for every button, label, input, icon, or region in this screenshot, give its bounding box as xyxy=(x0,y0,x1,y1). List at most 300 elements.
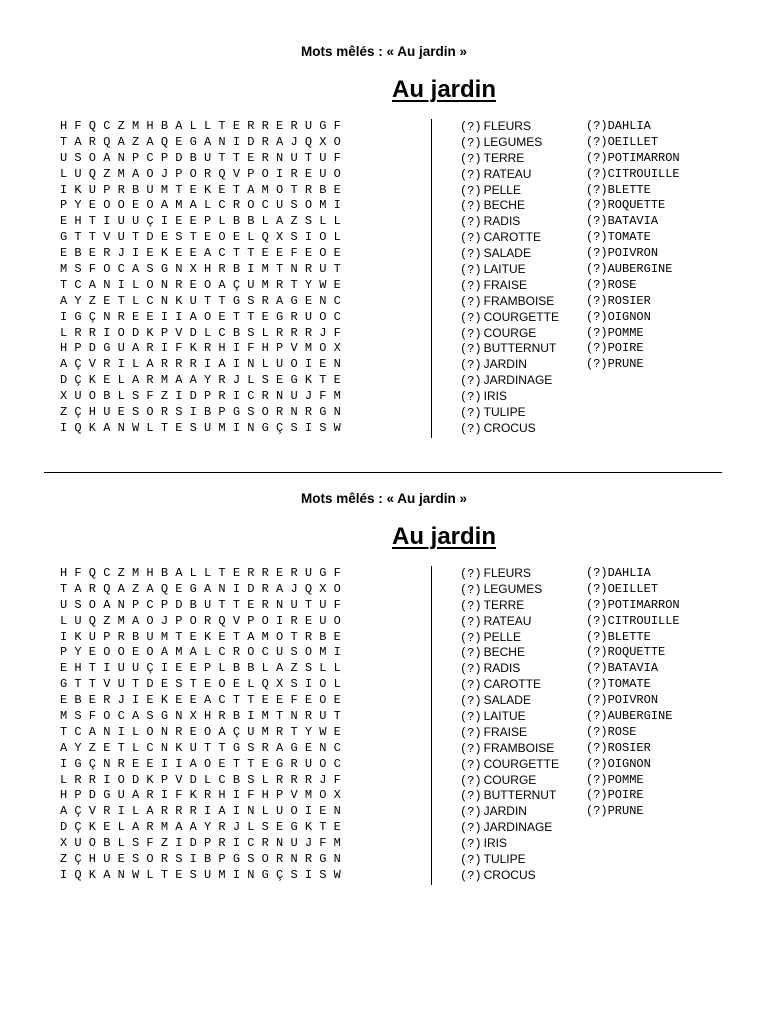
word-label: RADIS xyxy=(483,661,521,676)
word-item xyxy=(460,262,559,278)
grid-row xyxy=(60,389,412,405)
word-item xyxy=(460,421,559,437)
word-label: LEGUMES xyxy=(483,581,543,596)
word-label: ROSE xyxy=(607,277,637,292)
grid-row xyxy=(60,709,412,725)
word-label: COURGETTE xyxy=(483,756,559,771)
word-list-left xyxy=(460,119,559,437)
word-label: CAROTTE xyxy=(483,230,541,245)
word-checkbox-mark: (?) xyxy=(586,788,608,803)
word-item xyxy=(460,677,559,693)
word-item xyxy=(586,151,680,167)
puzzle-title: Au jardin xyxy=(392,76,497,103)
grid-divider xyxy=(431,119,432,438)
word-item xyxy=(586,566,680,582)
word-checkbox-mark: (?) xyxy=(460,757,482,772)
word-label: PRUNE xyxy=(607,804,644,819)
word-label: BECHE xyxy=(483,645,525,660)
word-label: RATEAU xyxy=(483,166,532,181)
word-checkbox-mark: (?) xyxy=(586,341,608,356)
word-item xyxy=(460,725,559,741)
word-checkbox-mark: (?) xyxy=(460,406,482,421)
word-list-right xyxy=(586,119,680,373)
word-checkbox-mark: (?) xyxy=(460,215,482,230)
word-checkbox-mark: (?) xyxy=(586,804,608,819)
word-label: LEGUMES xyxy=(483,134,543,149)
grid-row-letters: T A R Q A Z A Q E G A N I D R A J Q X O xyxy=(60,134,341,149)
word-checkbox-mark: (?) xyxy=(586,772,608,787)
word-label: FRAMBOISE xyxy=(483,740,555,755)
word-label: FRAMBOISE xyxy=(483,293,555,308)
grid-row xyxy=(60,566,412,582)
word-list-left xyxy=(460,566,559,884)
word-checkbox-mark: (?) xyxy=(460,725,482,740)
grid-row-letters: M S F O C A S G N X H R B I M T N R U T xyxy=(60,262,341,277)
grid-row-letters: Z Ç H U E S O R S I B P G S O R N R G N xyxy=(60,405,341,420)
grid-row-letters: I Q K A N W L T E S U M I N G Ç S I S W xyxy=(60,420,341,435)
grid-row xyxy=(60,645,412,661)
word-item xyxy=(586,725,680,741)
grid-row xyxy=(60,326,412,342)
word-checkbox-mark: (?) xyxy=(460,789,482,804)
word-label: DAHLIA xyxy=(607,119,651,133)
word-item xyxy=(460,645,559,661)
grid-row-letters: I Q K A N W L T E S U M I N G Ç S I S W xyxy=(60,867,341,882)
word-checkbox-mark: (?) xyxy=(460,231,482,246)
word-label: TULIPE xyxy=(483,405,526,420)
grid-row xyxy=(60,836,412,852)
word-label: SALADE xyxy=(483,246,531,261)
grid-row-letters: M S F O C A S G N X H R B I M T N R U T xyxy=(60,709,341,724)
grid-row xyxy=(60,582,412,598)
word-item xyxy=(460,214,559,230)
word-checkbox-mark: (?) xyxy=(460,582,482,597)
word-label: JARDINAGE xyxy=(483,373,553,388)
word-label: JARDINAGE xyxy=(483,820,553,835)
word-checkbox-mark: (?) xyxy=(586,230,608,245)
page-heading: Mots mêlés : « Au jardin » xyxy=(300,44,468,59)
word-item xyxy=(586,614,680,630)
grid-row xyxy=(60,788,412,804)
grid-row xyxy=(60,598,412,614)
grid-row xyxy=(60,230,412,246)
grid-row xyxy=(60,661,412,677)
word-checkbox-mark: (?) xyxy=(586,134,608,149)
word-item xyxy=(460,294,559,310)
grid-row xyxy=(60,294,412,310)
grid-row-letters: T C A N I L O N R E O A Ç U M R T Y W E xyxy=(60,724,341,739)
word-checkbox-mark: (?) xyxy=(460,120,482,134)
word-checkbox-mark: (?) xyxy=(586,246,608,261)
word-label: ROSIER xyxy=(607,740,651,755)
word-checkbox-mark: (?) xyxy=(586,166,608,181)
word-label: PELLE xyxy=(483,182,521,197)
grid-row-letters: U S O A N P C P D B U T T E R N U T U F xyxy=(60,597,341,612)
word-label: POIVRON xyxy=(607,246,659,261)
word-item xyxy=(460,836,559,852)
puzzle-title: Au jardin xyxy=(392,523,497,550)
word-item xyxy=(460,151,559,167)
word-list-right xyxy=(586,566,680,820)
grid-row-letters: H F Q C Z M H B A L L T E R R E R U G F xyxy=(60,119,341,133)
section-separator xyxy=(44,472,722,473)
word-label: BATAVIA xyxy=(607,661,659,676)
word-label: ROSE xyxy=(607,724,637,739)
grid-row xyxy=(60,421,412,437)
grid-row-letters: A Ç V R I L A R R R I A I N L U O I E N xyxy=(60,357,341,372)
word-label: COURGE xyxy=(483,325,537,340)
grid-row-letters: D Ç K E L A R M A A Y R J L S E G K T E xyxy=(60,820,341,835)
word-checkbox-mark: (?) xyxy=(586,677,608,692)
grid-row xyxy=(60,820,412,836)
word-label: JARDIN xyxy=(483,804,527,819)
grid-row xyxy=(60,677,412,693)
word-label: RATEAU xyxy=(483,613,532,628)
word-item xyxy=(586,183,680,199)
grid-row-letters: A Y Z E T L C N K U T T G S R A G E N C xyxy=(60,293,341,308)
word-item xyxy=(460,566,559,582)
word-checkbox-mark: (?) xyxy=(460,358,482,373)
word-item xyxy=(586,645,680,661)
grid-row-letters: G T T V U T D E S T E O E L Q X S I O L xyxy=(60,677,341,692)
word-checkbox-mark: (?) xyxy=(460,247,482,262)
word-item xyxy=(460,788,559,804)
word-checkbox-mark: (?) xyxy=(460,662,482,677)
word-item xyxy=(460,183,559,199)
grid-row-letters: E B E R J I E K E E A C T T E E F E O E xyxy=(60,246,341,261)
word-label: IRIS xyxy=(483,389,507,404)
word-checkbox-mark: (?) xyxy=(586,119,608,133)
word-checkbox-mark: (?) xyxy=(460,310,482,325)
word-checkbox-mark: (?) xyxy=(586,214,608,229)
word-checkbox-mark: (?) xyxy=(460,199,482,214)
grid-row-letters: H F Q C Z M H B A L L T E R R E R U G F xyxy=(60,566,341,580)
word-checkbox-mark: (?) xyxy=(460,326,482,341)
word-checkbox-mark: (?) xyxy=(460,390,482,405)
word-item xyxy=(586,310,680,326)
word-item xyxy=(460,246,559,262)
word-item xyxy=(586,214,680,230)
grid-row xyxy=(60,773,412,789)
word-item xyxy=(586,230,680,246)
word-checkbox-mark: (?) xyxy=(586,724,608,739)
word-checkbox-mark: (?) xyxy=(460,294,482,309)
word-item xyxy=(460,757,559,773)
grid-row xyxy=(60,693,412,709)
word-label: FLEURS xyxy=(483,566,531,580)
grid-row-letters: I K U P R B U M T E K E T A M O T R B E xyxy=(60,182,341,197)
word-item xyxy=(586,341,680,357)
word-item xyxy=(460,630,559,646)
grid-row-letters: I K U P R B U M T E K E T A M O T R B E xyxy=(60,629,341,644)
word-item xyxy=(586,278,680,294)
word-item xyxy=(460,389,559,405)
word-label: CROCUS xyxy=(483,867,536,882)
word-label: POTIMARRON xyxy=(607,150,680,165)
word-item xyxy=(586,167,680,183)
word-checkbox-mark: (?) xyxy=(460,630,482,645)
word-checkbox-mark: (?) xyxy=(460,342,482,357)
word-checkbox-mark: (?) xyxy=(586,645,608,660)
word-item xyxy=(460,582,559,598)
word-item xyxy=(586,357,680,373)
word-checkbox-mark: (?) xyxy=(586,581,608,596)
word-label: BECHE xyxy=(483,198,525,213)
word-item xyxy=(586,630,680,646)
grid-row-letters: P Y E O O E O A M A L C R O C U S O M I xyxy=(60,198,341,213)
word-label: AUBERGINE xyxy=(607,709,673,724)
word-label: OIGNON xyxy=(607,309,651,324)
word-label: TERRE xyxy=(483,597,525,612)
word-item xyxy=(586,119,680,135)
grid-row xyxy=(60,725,412,741)
word-checkbox-mark: (?) xyxy=(586,693,608,708)
word-checkbox-mark: (?) xyxy=(460,868,482,883)
grid-row xyxy=(60,852,412,868)
word-label: IRIS xyxy=(483,836,507,851)
grid-row xyxy=(60,405,412,421)
word-label: BUTTERNUT xyxy=(483,788,557,803)
word-item xyxy=(586,709,680,725)
word-item xyxy=(460,405,559,421)
word-item xyxy=(460,119,559,135)
word-checkbox-mark: (?) xyxy=(460,421,482,436)
word-item xyxy=(460,167,559,183)
grid-row-letters: D Ç K E L A R M A A Y R J L S E G K T E xyxy=(60,373,341,388)
grid-row xyxy=(60,214,412,230)
word-checkbox-mark: (?) xyxy=(586,198,608,213)
word-label: POMME xyxy=(607,772,644,787)
word-item xyxy=(460,709,559,725)
word-label: TOMATE xyxy=(607,230,651,245)
grid-divider xyxy=(431,566,432,885)
grid-row-letters: A Y Z E T L C N K U T T G S R A G E N C xyxy=(60,740,341,755)
word-item xyxy=(460,852,559,868)
grid-row xyxy=(60,278,412,294)
word-checkbox-mark: (?) xyxy=(586,325,608,340)
grid-row-letters: P Y E O O E O A M A L C R O C U S O M I xyxy=(60,645,341,660)
word-label: BATAVIA xyxy=(607,214,659,229)
grid-row-letters: Z Ç H U E S O R S I B P G S O R N R G N xyxy=(60,852,341,867)
word-item xyxy=(460,614,559,630)
grid-row-letters: X U O B L S F Z I D P R I C R N U J F M xyxy=(60,836,341,851)
word-item xyxy=(586,262,680,278)
grid-row-letters: U S O A N P C P D B U T T E R N U T U F xyxy=(60,150,341,165)
word-item xyxy=(586,757,680,773)
word-label: ROQUETTE xyxy=(607,198,666,213)
word-item xyxy=(586,582,680,598)
word-label: OEILLET xyxy=(607,581,659,596)
grid-row xyxy=(60,167,412,183)
grid-row xyxy=(60,614,412,630)
grid-row-letters: E H T I U U Ç I E E P L B B L A Z S L L xyxy=(60,661,341,676)
grid-row-letters: T A R Q A Z A Q E G A N I D R A J Q X O xyxy=(60,581,341,596)
grid-row xyxy=(60,868,412,884)
word-item xyxy=(460,326,559,342)
word-label: OEILLET xyxy=(607,134,659,149)
word-label: CROCUS xyxy=(483,420,536,435)
grid-row-letters: G T T V U T D E S T E O E L Q X S I O L xyxy=(60,230,341,245)
grid-row xyxy=(60,151,412,167)
word-item xyxy=(460,357,559,373)
word-item xyxy=(586,135,680,151)
word-label: COURGE xyxy=(483,772,537,787)
word-item xyxy=(586,741,680,757)
grid-row xyxy=(60,630,412,646)
word-label: DAHLIA xyxy=(607,566,651,580)
grid-row xyxy=(60,198,412,214)
grid-row xyxy=(60,373,412,389)
word-label: ROQUETTE xyxy=(607,645,666,660)
grid-row-letters: I G Ç N R E E I I A O E T T E G R U O C xyxy=(60,309,341,324)
word-checkbox-mark: (?) xyxy=(460,646,482,661)
word-checkbox-mark: (?) xyxy=(586,357,608,372)
word-checkbox-mark: (?) xyxy=(586,740,608,755)
word-item xyxy=(586,804,680,820)
word-item xyxy=(586,661,680,677)
word-checkbox-mark: (?) xyxy=(460,694,482,709)
word-label: FRAISE xyxy=(483,724,527,739)
letter-grid xyxy=(60,119,412,437)
word-checkbox-mark: (?) xyxy=(460,151,482,166)
grid-row xyxy=(60,262,412,278)
word-item xyxy=(586,693,680,709)
grid-row-letters: L R R I O D K P V D L C B S L R R R J F xyxy=(60,772,341,787)
grid-row-letters: L U Q Z M A O J P O R Q V P O I R E U O xyxy=(60,613,341,628)
word-label: PRUNE xyxy=(607,357,644,372)
word-item xyxy=(460,230,559,246)
word-item xyxy=(460,598,559,614)
word-checkbox-mark: (?) xyxy=(460,614,482,629)
word-item xyxy=(460,693,559,709)
grid-row xyxy=(60,183,412,199)
word-checkbox-mark: (?) xyxy=(586,756,608,771)
word-label: CITROUILLE xyxy=(607,613,680,628)
grid-row-letters: E H T I U U Ç I E E P L B B L A Z S L L xyxy=(60,214,341,229)
grid-row xyxy=(60,135,412,151)
word-checkbox-mark: (?) xyxy=(460,853,482,868)
word-item xyxy=(460,135,559,151)
word-checkbox-mark: (?) xyxy=(460,710,482,725)
word-item xyxy=(460,868,559,884)
word-label: FLEURS xyxy=(483,119,531,133)
grid-row xyxy=(60,310,412,326)
word-label: POIRE xyxy=(607,341,644,356)
word-label: RADIS xyxy=(483,214,521,229)
grid-row-letters: L R R I O D K P V D L C B S L R R R J F xyxy=(60,325,341,340)
word-checkbox-mark: (?) xyxy=(460,263,482,278)
word-label: ROSIER xyxy=(607,293,651,308)
word-checkbox-mark: (?) xyxy=(460,183,482,198)
page-heading: Mots mêlés : « Au jardin » xyxy=(300,491,468,506)
grid-row xyxy=(60,741,412,757)
word-label: POMME xyxy=(607,325,644,340)
grid-row xyxy=(60,341,412,357)
word-checkbox-mark: (?) xyxy=(460,741,482,756)
word-label: JARDIN xyxy=(483,357,527,372)
word-item xyxy=(460,741,559,757)
grid-row-letters: X U O B L S F Z I D P R I C R N U J F M xyxy=(60,389,341,404)
word-item xyxy=(586,326,680,342)
word-item xyxy=(460,278,559,294)
word-item xyxy=(586,773,680,789)
word-label: LAITUE xyxy=(483,262,526,277)
word-label: TULIPE xyxy=(483,852,526,867)
word-checkbox-mark: (?) xyxy=(586,182,608,197)
word-item xyxy=(460,310,559,326)
word-label: SALADE xyxy=(483,693,531,708)
grid-row-letters: I G Ç N R E E I I A O E T T E G R U O C xyxy=(60,756,341,771)
word-item xyxy=(460,820,559,836)
word-label: CITROUILLE xyxy=(607,166,680,181)
word-label: TOMATE xyxy=(607,677,651,692)
word-checkbox-mark: (?) xyxy=(586,629,608,644)
word-checkbox-mark: (?) xyxy=(586,709,608,724)
word-label: CAROTTE xyxy=(483,677,541,692)
word-checkbox-mark: (?) xyxy=(586,262,608,277)
word-checkbox-mark: (?) xyxy=(586,597,608,612)
grid-row xyxy=(60,246,412,262)
word-label: BLETTE xyxy=(607,182,651,197)
word-checkbox-mark: (?) xyxy=(586,613,608,628)
word-checkbox-mark: (?) xyxy=(586,277,608,292)
grid-row-letters: L U Q Z M A O J P O R Q V P O I R E U O xyxy=(60,166,341,181)
word-item xyxy=(586,677,680,693)
word-checkbox-mark: (?) xyxy=(586,661,608,676)
grid-row-letters: H P D G U A R I F K R H I F H P V M O X xyxy=(60,788,341,803)
word-item xyxy=(460,373,559,389)
word-checkbox-mark: (?) xyxy=(586,293,608,308)
grid-row-letters: H P D G U A R I F K R H I F H P V M O X xyxy=(60,341,341,356)
word-item xyxy=(460,661,559,677)
word-item xyxy=(460,773,559,789)
grid-row xyxy=(60,804,412,820)
word-checkbox-mark: (?) xyxy=(460,598,482,613)
word-item xyxy=(460,341,559,357)
word-label: OIGNON xyxy=(607,756,651,771)
word-item xyxy=(586,788,680,804)
word-label: POIRE xyxy=(607,788,644,803)
word-label: TERRE xyxy=(483,150,525,165)
word-item xyxy=(586,294,680,310)
word-label: BUTTERNUT xyxy=(483,341,557,356)
grid-row xyxy=(60,357,412,373)
word-checkbox-mark: (?) xyxy=(460,278,482,293)
word-checkbox-mark: (?) xyxy=(586,150,608,165)
letter-grid xyxy=(60,566,412,884)
word-label: PELLE xyxy=(483,629,521,644)
word-label: FRAISE xyxy=(483,277,527,292)
grid-row xyxy=(60,119,412,135)
word-checkbox-mark: (?) xyxy=(460,567,482,581)
word-item xyxy=(460,804,559,820)
word-item xyxy=(460,198,559,214)
word-checkbox-mark: (?) xyxy=(460,773,482,788)
word-item xyxy=(586,246,680,262)
word-checkbox-mark: (?) xyxy=(460,167,482,182)
word-checkbox-mark: (?) xyxy=(586,309,608,324)
word-checkbox-mark: (?) xyxy=(460,135,482,150)
word-checkbox-mark: (?) xyxy=(460,374,482,389)
word-label: POIVRON xyxy=(607,693,659,708)
grid-row-letters: A Ç V R I L A R R R I A I N L U O I E N xyxy=(60,804,341,819)
word-label: BLETTE xyxy=(607,629,651,644)
word-checkbox-mark: (?) xyxy=(460,821,482,836)
grid-row xyxy=(60,757,412,773)
word-label: LAITUE xyxy=(483,709,526,724)
word-label: AUBERGINE xyxy=(607,262,673,277)
word-checkbox-mark: (?) xyxy=(460,837,482,852)
